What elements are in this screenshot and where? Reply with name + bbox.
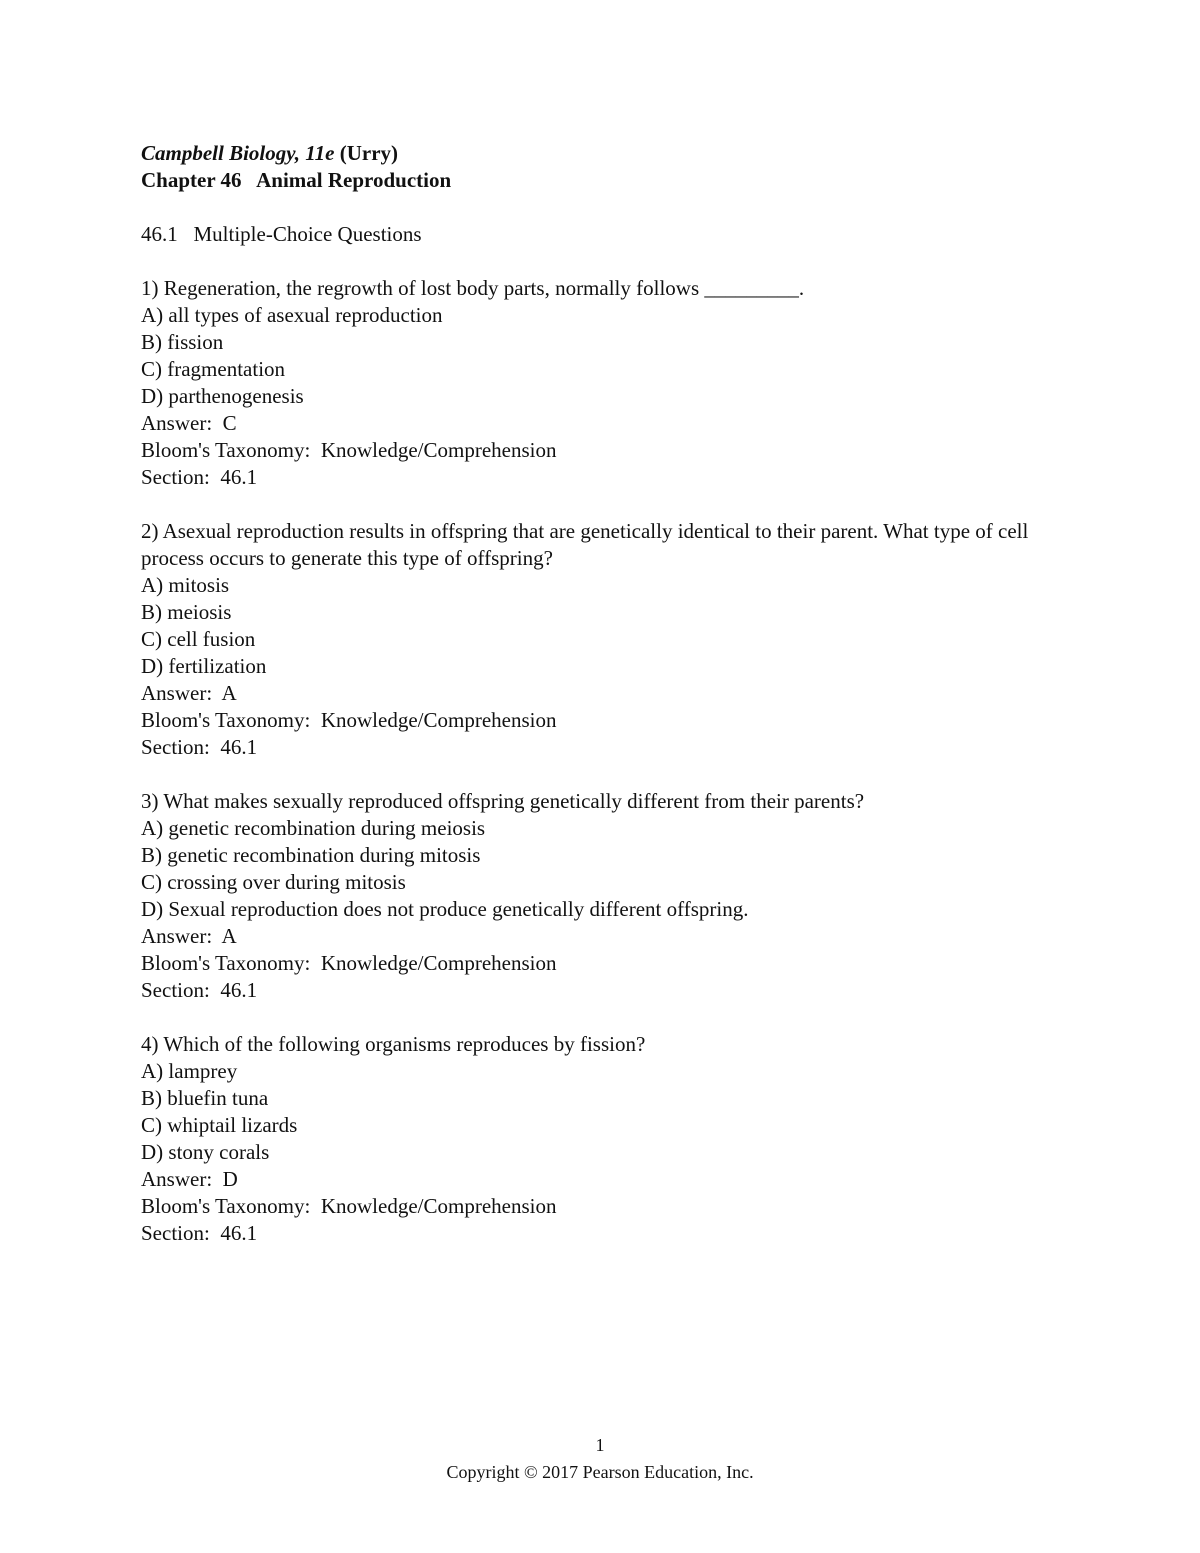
page-number: 1 [595,1435,605,1455]
option-d: D) parthenogenesis [141,384,304,408]
blooms-taxonomy: Bloom's Taxonomy: Knowledge/Comprehension [141,438,557,462]
option-c: C) fragmentation [141,357,286,381]
option-d: D) stony corals [141,1140,270,1164]
blooms-taxonomy: Bloom's Taxonomy: Knowledge/Comprehension [141,951,557,975]
option-a: A) genetic recombination during meiosis [141,816,486,840]
section-ref: Section: 46.1 [141,978,258,1002]
question-text: 3) What makes sexually reproduced offspring genetically different from their parents? [141,789,865,813]
section-ref: Section: 46.1 [141,465,258,489]
option-a: A) mitosis [141,573,230,597]
question-text: 1) Regeneration, the regrowth of lost body parts, normally follows _________. [141,276,805,300]
answer: Answer: C [141,411,237,435]
spacer [141,248,1041,275]
option-b: B) bluefin tuna [141,1086,269,1110]
spacer [141,194,1041,221]
answer: Answer: D [141,1167,238,1191]
question-2 [141,518,1041,761]
copyright-notice: Copyright © 2017 Pearson Education, Inc. [446,1462,754,1482]
option-c: C) cell fusion [141,627,256,651]
section-title: 46.1 Multiple-Choice Questions [141,222,422,246]
document-page [141,140,1041,1274]
option-b: B) fission [141,330,224,354]
option-b: B) genetic recombination during mitosis [141,843,481,867]
blooms-taxonomy: Bloom's Taxonomy: Knowledge/Comprehension [141,1194,557,1218]
option-d: D) fertilization [141,654,267,678]
question-3 [141,788,1041,1004]
section-ref: Section: 46.1 [141,1221,258,1245]
chapter-title: Chapter 46 Animal Reproduction [141,168,452,192]
option-d: D) Sexual reproduction does not produce genetically different offspring. [141,897,749,921]
blooms-taxonomy: Bloom's Taxonomy: Knowledge/Comprehension [141,708,557,732]
question-4 [141,1031,1041,1247]
option-a: A) all types of asexual reproduction [141,303,443,327]
option-c: C) crossing over during mitosis [141,870,406,894]
question-text: 2) Asexual reproduction results in offspring that are genetically identical to their parent. What type of cell process occurs to generate this type of offspring? [141,519,1029,570]
option-b: B) meiosis [141,600,232,624]
answer: Answer: A [141,681,237,705]
question-text: 4) Which of the following organisms reproduces by fission? [141,1032,646,1056]
answer: Answer: A [141,924,237,948]
book-title: Campbell Biology, 11e [141,141,335,165]
book-title-line [141,140,1041,167]
option-c: C) whiptail lizards [141,1113,298,1137]
section-ref: Section: 46.1 [141,735,258,759]
question-1 [141,275,1041,491]
option-a: A) lamprey [141,1059,238,1083]
book-author: (Urry) [339,141,399,165]
